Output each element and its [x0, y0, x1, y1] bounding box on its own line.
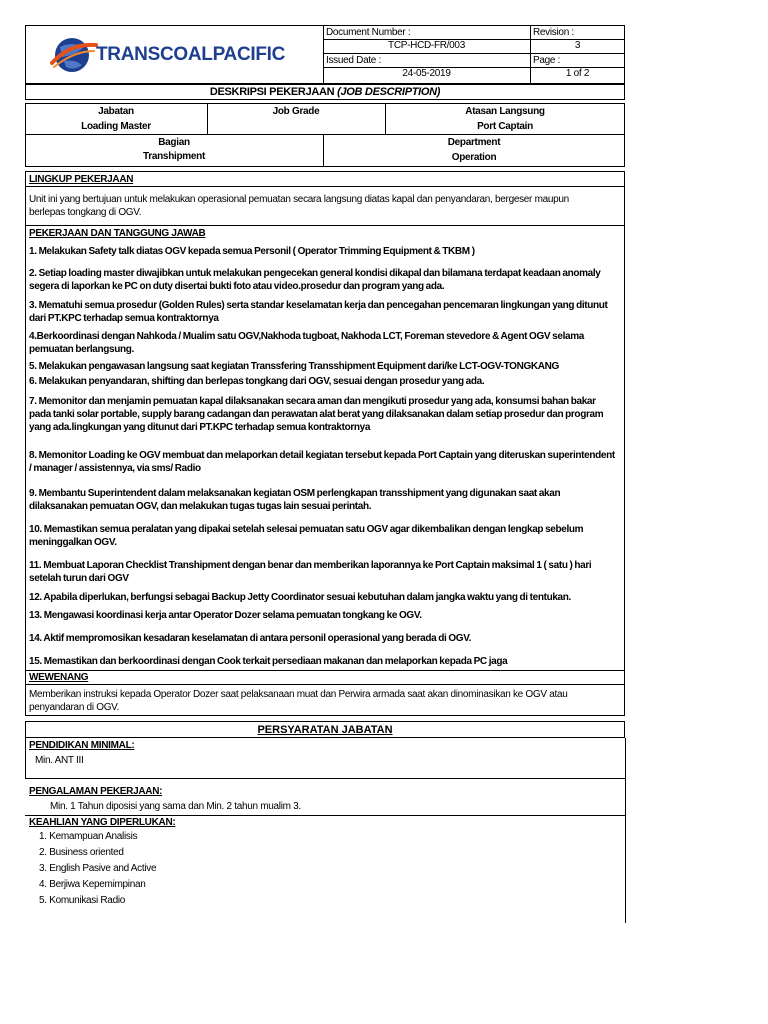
page-label: Page :	[533, 55, 561, 66]
responsibility-line: 9. Membantu Superintendent dalam melaksanakan kegiatan OSM perlengkapan transshipment yang digunakan saat akan	[29, 488, 561, 499]
responsibility-item	[29, 487, 629, 513]
responsibility-line: 2. Setiap loading master diwajibkan untuk melakukan pengecekan general kondisi dikapal dan bilamana terdapat keadaan anomaly	[29, 268, 601, 279]
revision-value: 3	[574, 40, 581, 51]
job-grade-label: Job Grade	[272, 106, 320, 117]
page-value: 1 of 2	[565, 68, 590, 79]
wewenang-text	[29, 688, 624, 714]
responsibility-line: 14. Aktif mempromosikan kesadaran keselamatan di antara personil operasional yang berada di OGV.	[29, 633, 472, 644]
responsibility-line: yang ada.lingkungan yang ditunut dari PT.KPC terhadap semua kontraktornya	[29, 422, 371, 433]
skill-item: 4. Berjiwa Kepemimpinan	[39, 879, 146, 890]
wewenang-line-2: penyandaran di OGV.	[29, 702, 120, 713]
bagian-value: Transhipment	[143, 151, 205, 162]
pendidikan-value: Min. ANT III	[35, 755, 84, 766]
responsibility-line: 6. Melakukan penyandaran, shifting dan berlepas tongkang dari OGV, sesuai dengan prosedur yang ada.	[29, 376, 485, 387]
responsibility-item	[29, 330, 629, 356]
responsibility-line: 5. Melakukan pengawasan langsung saat kegiatan Transsfering Transshipment Equipment dari/ke LCT-OGV-TONGKANG	[29, 361, 559, 372]
responsibility-item	[29, 299, 629, 325]
responsibility-line: pemuatan berlangsung.	[29, 344, 134, 355]
pengalaman-value: Min. 1 Tahun diposisi yang sama dan Min. 2 tahun mualim 3.	[50, 801, 301, 812]
responsibility-line: dari PT.KPC terhadap semua kontraktornya	[29, 313, 219, 324]
revision-label: Revision :	[533, 27, 574, 38]
skill-item: 3. English Pasive and Active	[39, 863, 157, 874]
keahlian-heading: KEAHLIAN YANG DIPERLUKAN:	[29, 817, 176, 828]
responsibility-line: 4.Berkoordinasi dengan Nahkoda / Mualim satu OGV,Nakhoda tugboat, Nakhoda LCT, Foreman stevedore & Agent OGV selama	[29, 331, 584, 342]
skill-item: 1. Kemampuan Analisis	[39, 831, 138, 842]
pengalaman-heading: PENGALAMAN PEKERJAAN:	[29, 786, 163, 797]
responsibility-item	[29, 523, 629, 549]
logo-text: TRANSCOALPACIFIC	[96, 44, 286, 65]
lingkup-heading: LINGKUP PEKERJAAN	[29, 174, 134, 185]
responsibility-item	[29, 449, 629, 475]
responsibility-line: 11. Membuat Laporan Checklist Transhipment dengan benar dan memberikan laporannya ke Port Captain maksimal 1 ( satu ) hari	[29, 560, 592, 571]
responsibility-line: setelah turun dari OGV	[29, 573, 129, 584]
responsibility-line: segera di laporkan ke PC on duty disertai bukti foto atau video.prosedur dan program yang ada.	[29, 281, 445, 292]
responsibility-line: 12. Apabila diperlukan, berfungsi sebagai Backup Jetty Coordinator sesuai kebutuhan dalam jangka waktu yang di tentukan.	[29, 592, 571, 603]
lingkup-line-2: berlepas tongkang di OGV.	[29, 207, 142, 218]
responsibility-item	[29, 245, 629, 258]
responsibility-line: 15. Memastikan dan berkoordinasi dengan Cook terkait persediaan makanan dan melaporkan kepada PC jaga	[29, 656, 508, 667]
skill-item: 5. Komunikasi Radio	[39, 895, 126, 906]
department-value: Operation	[451, 152, 497, 163]
skill-item: 2. Business oriented	[39, 847, 124, 858]
wewenang-heading: WEWENANG	[29, 672, 89, 683]
responsibility-item	[29, 375, 629, 388]
department-label: Department	[447, 137, 501, 148]
jabatan-label: Jabatan	[98, 106, 134, 117]
document-number-value: TCP-HCD-FR/003	[388, 40, 465, 51]
responsibility-line: 1. Melakukan Safety talk diatas OGV kepada semua Personil ( Operator Trimming Equipment & TKBM )	[29, 246, 475, 257]
jabatan-value: Loading Master	[81, 121, 151, 132]
responsibility-line: 13. Mengawasi koordinasi kerja antar Operator Dozer selama pemuatan tongkang ke OGV.	[29, 610, 422, 621]
tanggung-jawab-heading: PEKERJAAN DAN TANGGUNG JAWAB	[29, 228, 206, 239]
issued-date-value: 24-05-2019	[402, 68, 451, 79]
atasan-label: Atasan Langsung	[465, 106, 545, 117]
responsibility-item	[29, 395, 629, 434]
responsibility-line: 7. Memonitor dan menjamin pemuatan kapal dilaksanakan secara aman dan mengikuti prosedur yang ada, konsumsi bahan bakar	[29, 396, 596, 407]
responsibility-item	[29, 632, 629, 645]
responsibility-item	[29, 559, 629, 585]
lingkup-line-1: Unit ini yang bertujuan untuk melakukan operasional pemuatan secara langsung diatas kapal dan penyandaran, bergeser maupun	[29, 194, 569, 205]
globe-logo-icon	[50, 33, 98, 77]
company-logo	[50, 33, 286, 77]
bagian-label: Bagian	[158, 137, 190, 148]
persyaratan-heading: PERSYARATAN JABATAN	[257, 724, 393, 736]
responsibility-line: 3. Mematuhi semua prosedur (Golden Rules) serta standar keselamatan kerja dan pencegahan pencemaran lingkungan yang ditunut	[29, 300, 608, 311]
responsibility-item	[29, 360, 629, 373]
responsibility-line: dilaksanakan pemuatan OGV, dan melakukan tugas tugas lain sesuai perintah.	[29, 501, 372, 512]
lingkup-text	[29, 193, 624, 219]
responsibility-item	[29, 609, 629, 622]
responsibility-line: pada tanki solar portable, supply barang cadangan dan perawatan alat berat yang dilaksanakan dalam setiap prosedur dan program	[29, 409, 604, 420]
responsibility-item	[29, 591, 629, 604]
responsibility-item	[29, 655, 629, 668]
responsibility-item	[29, 267, 629, 293]
issued-date-label: Issued Date :	[326, 55, 382, 66]
document-number-label: Document Number :	[326, 27, 411, 38]
wewenang-line-1: Memberikan instruksi kepada Operator Dozer saat pelaksanaan muat dan Perwira armada saat akan dinominasikan ke OGV atau	[29, 689, 568, 700]
responsibility-line: 8. Memonitor Loading ke OGV membuat dan melaporkan detail kegiatan tersebut kepada Port Captain yang diteruskan superintendent	[29, 450, 615, 461]
pendidikan-heading: PENDIDIKAN MINIMAL:	[29, 740, 135, 751]
title-main: DESKRIPSI PEKERJAAN	[209, 86, 338, 98]
responsibility-line: 10. Memastikan semua peralatan yang dipakai setelah selesai pemuatan satu OGV agar dikembalikan dengan lengkap sebelum	[29, 524, 584, 535]
responsibility-line: meninggalkan OGV.	[29, 537, 117, 548]
responsibility-line: / manager / assistennya, via sms/ Radio	[29, 463, 201, 474]
atasan-value: Port Captain	[477, 121, 533, 132]
page-title	[25, 85, 625, 99]
title-italic: (JOB DESCRIPTION)	[337, 86, 441, 98]
